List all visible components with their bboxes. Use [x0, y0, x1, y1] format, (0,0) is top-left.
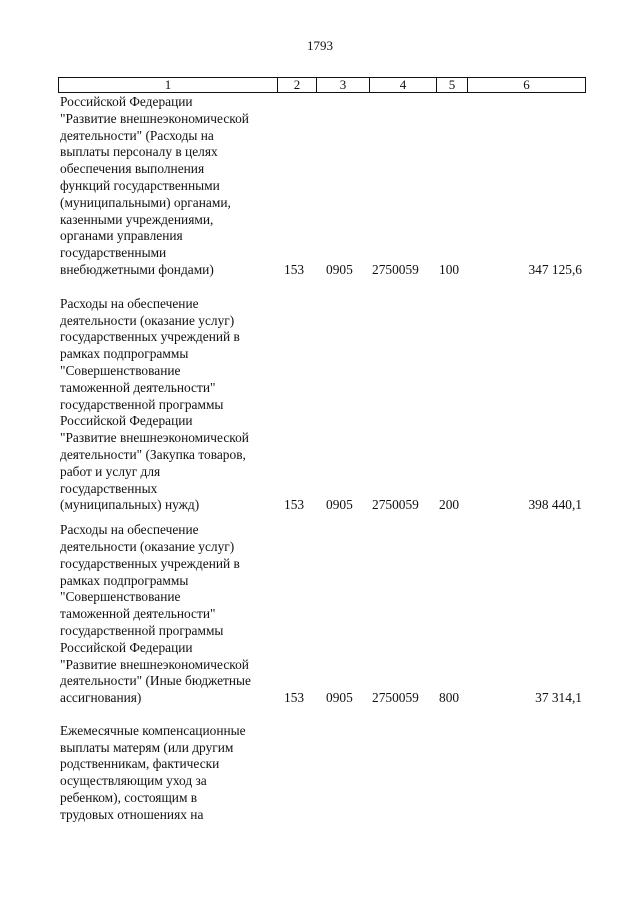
section-code: 0905 — [326, 690, 353, 706]
description-line: обеспечения выполнения — [60, 161, 205, 177]
target-article-code: 2750059 — [372, 261, 419, 277]
description-line: трудовых отношениях на — [60, 806, 204, 822]
description-line: таможенной деятельности" — [60, 606, 216, 622]
table-row — [58, 296, 586, 514]
description-line: родственникам, фактически — [60, 756, 220, 772]
description-line: (муниципальными) органами, — [60, 194, 231, 210]
description-line: (муниципальных) нужд) — [60, 497, 200, 513]
description-line: государственных — [60, 480, 158, 496]
section-code: 0905 — [326, 261, 353, 277]
description-line: деятельности (оказание услуг) — [60, 538, 235, 554]
description-line: "Развитие внешнеэкономической — [60, 110, 249, 126]
description-line: "Совершенствование — [60, 589, 181, 605]
expense-type-code: 100 — [439, 261, 460, 277]
description-line: осуществляющим уход за — [60, 773, 207, 789]
description-line: органами управления — [60, 228, 183, 244]
description-line: государственной программы — [60, 396, 224, 412]
description-line: деятельности (оказание услуг) — [60, 312, 235, 328]
target-article-code: 2750059 — [372, 497, 419, 513]
row-description — [60, 296, 278, 514]
table-header — [58, 77, 586, 93]
table-row — [58, 723, 586, 824]
row-description — [60, 723, 278, 824]
table-row — [58, 94, 586, 279]
table-row — [58, 522, 586, 707]
header-col-5: 5 — [448, 77, 456, 92]
description-line: Российской Федерации — [60, 413, 193, 429]
row-description — [60, 522, 278, 707]
description-line: ребенком), состоящим в — [60, 790, 198, 806]
description-line: "Совершенствование — [60, 362, 181, 378]
page-number: 1793 — [307, 38, 333, 53]
description-line: деятельности" (Закупка товаров, — [60, 446, 246, 462]
description-line: таможенной деятельности" — [60, 379, 216, 395]
description-line: Российской Федерации — [60, 639, 193, 655]
description-line: государственной программы — [60, 622, 224, 638]
description-line: ассигнования) — [60, 690, 142, 706]
description-line: государственных учреждений в — [60, 329, 240, 345]
description-line: рамках подпрограммы — [60, 346, 189, 362]
row-description — [60, 94, 278, 279]
description-line: работ и услуг для — [60, 463, 161, 479]
description-line: казенными учреждениями, — [60, 211, 214, 227]
description-line: деятельности" (Расходы на — [60, 127, 214, 143]
header-col-3: 3 — [339, 77, 347, 92]
description-line: Расходы на обеспечение — [60, 522, 199, 538]
amount: 347 125,6 — [528, 261, 582, 277]
description-line: государственных учреждений в — [60, 555, 240, 571]
budget-table — [58, 77, 586, 824]
expense-type-code: 800 — [439, 690, 460, 706]
description-line: Российской Федерации — [60, 94, 193, 109]
description-line: выплаты матерям (или другим — [60, 739, 234, 755]
description-line: "Развитие внешнеэкономической — [60, 430, 249, 446]
expense-type-code: 200 — [439, 497, 460, 513]
description-line: выплаты персоналу в целях — [60, 144, 218, 160]
description-line: функций государственными — [60, 177, 220, 193]
description-line: внебюджетными фондами) — [60, 261, 214, 277]
description-line: государственными — [60, 245, 167, 261]
target-article-code: 2750059 — [372, 690, 419, 706]
description-line: деятельности" (Иные бюджетные — [60, 673, 251, 689]
ministry-code: 153 — [284, 497, 305, 513]
header-col-1: 1 — [164, 77, 172, 92]
header-col-6: 6 — [523, 77, 530, 92]
header-col-2: 2 — [293, 77, 301, 92]
description-line: рамках подпрограммы — [60, 572, 189, 588]
amount: 37 314,1 — [535, 690, 582, 706]
description-line: Ежемесячные компенсационные — [60, 722, 246, 738]
header-col-4: 4 — [399, 77, 407, 92]
ministry-code: 153 — [284, 261, 305, 277]
section-code: 0905 — [326, 497, 353, 513]
description-line: Расходы на обеспечение — [60, 295, 199, 311]
description-line: "Развитие внешнеэкономической — [60, 656, 249, 672]
ministry-code: 153 — [284, 690, 305, 706]
amount: 398 440,1 — [528, 497, 582, 513]
